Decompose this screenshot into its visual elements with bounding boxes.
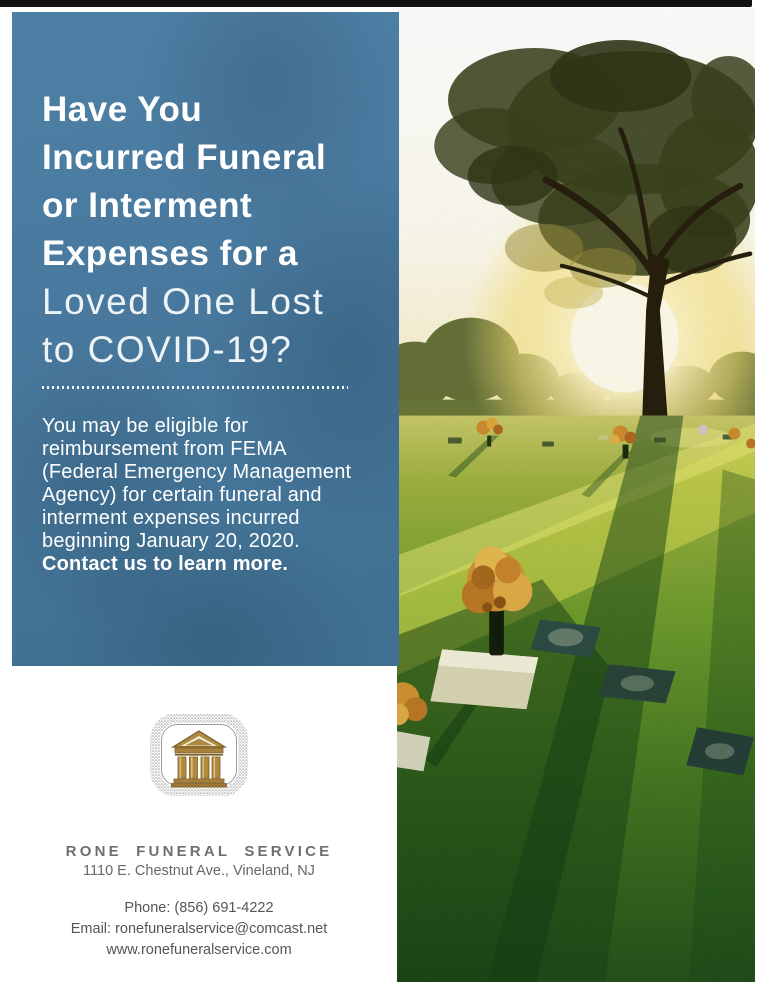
funeral-home-logo	[149, 714, 249, 796]
headline-line: Have You	[42, 90, 203, 129]
headline-light-line: Loved One Lost	[42, 281, 325, 322]
photo-grain-overlay	[397, 8, 755, 982]
company-address: 1110 E. Chestnut Ave., Vineland, NJ	[83, 863, 315, 879]
contact-block	[0, 898, 398, 961]
body-line: interment expenses incurred	[42, 507, 300, 529]
website-line: www.ronefuneralservice.com	[106, 942, 292, 958]
body-line: (Federal Emergency Management	[42, 461, 352, 483]
email-line: Email: ronefuneralservice@comcast.net	[70, 921, 328, 937]
footer	[0, 714, 398, 961]
scan-edge-artifact	[0, 0, 752, 7]
body-line: Agency) for certain funeral and	[42, 484, 322, 506]
logo-temple-columns-icon	[172, 731, 227, 787]
company-name: RONE FUNERAL SERVICE	[65, 843, 333, 860]
dotted-divider	[42, 386, 348, 389]
cemetery-photo	[397, 8, 755, 982]
headline-line: Expenses for a	[42, 234, 298, 273]
contact-cta: Contact us to learn more.	[42, 553, 289, 575]
phone-line: Phone: (856) 691-4222	[124, 900, 274, 916]
body-line: reimbursement from FEMA	[42, 438, 287, 460]
body-line: beginning January 20, 2020.	[42, 530, 300, 552]
headline-line: or Interment	[42, 186, 253, 225]
hero-panel	[12, 12, 399, 666]
headline-light-line: to COVID-19?	[42, 329, 293, 370]
headline-line: Incurred Funeral	[42, 138, 327, 177]
cemetery-photo-art	[397, 8, 755, 982]
body-line: You may be eligible for	[42, 415, 249, 437]
